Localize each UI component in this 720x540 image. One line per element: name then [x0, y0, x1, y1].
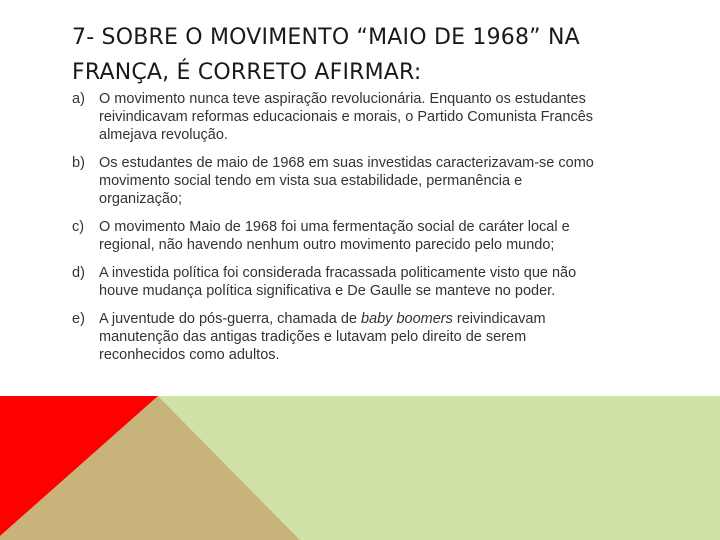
option-line: Os estudantes de maio de 1968 em suas investidas caracterizavam-se como: [99, 155, 594, 171]
option-line: [99, 310, 662, 328]
option-line: reivindicavam reformas educacionais e morais, o Partido Comunista Francês: [99, 109, 594, 125]
option-a: [72, 90, 662, 144]
option-d: [72, 264, 662, 300]
option-line: reconhecidos como adultos.: [99, 347, 280, 363]
option-text: [99, 218, 662, 254]
option-letter: b): [72, 155, 85, 171]
option-line: O movimento Maio de 1968 foi uma fermentação social de caráter local e: [99, 219, 570, 235]
title-line: FRANÇA, É CORRETO AFIRMAR:: [72, 60, 422, 85]
option-letter: e): [72, 311, 85, 327]
option-b: [72, 154, 662, 208]
option-line: organização;: [99, 191, 183, 207]
option-line: O movimento nunca teve aspiração revolucionária. Enquanto os estudantes: [99, 91, 586, 107]
option-e: [72, 310, 662, 364]
slide-title: [72, 20, 672, 90]
option-italic-term: baby boomers: [360, 311, 453, 327]
option-letter: d): [72, 265, 85, 281]
option-line: A investida política foi considerada fracassada politicamente visto que não: [99, 265, 577, 281]
option-text: [99, 154, 662, 208]
answer-options: [72, 90, 662, 374]
option-line: houve mudança política significativa e De Gaulle se manteve no poder.: [99, 283, 556, 299]
option-c: [72, 218, 662, 254]
option-text: [99, 310, 662, 364]
option-line: manutenção das antigas tradições e lutavam pelo direito de serem: [99, 329, 527, 345]
option-letter: c): [72, 219, 85, 235]
title-line: 7- SOBRE O MOVIMENTO “MAIO DE 1968” NA: [72, 25, 580, 50]
option-text-part: A juventude do pós-guerra, chamada de: [99, 311, 361, 327]
option-line: regional, não havendo nenhum outro movimento parecido pelo mundo;: [99, 237, 555, 253]
option-text: [99, 264, 662, 300]
decorative-footer: [0, 396, 720, 540]
option-text-part: reivindicavam: [452, 311, 546, 327]
option-text: [99, 90, 662, 144]
option-letter: a): [72, 91, 85, 107]
option-line: almejava revolução.: [99, 127, 228, 143]
option-line: movimento social tendo em vista sua estabilidade, permanência e: [99, 173, 523, 189]
